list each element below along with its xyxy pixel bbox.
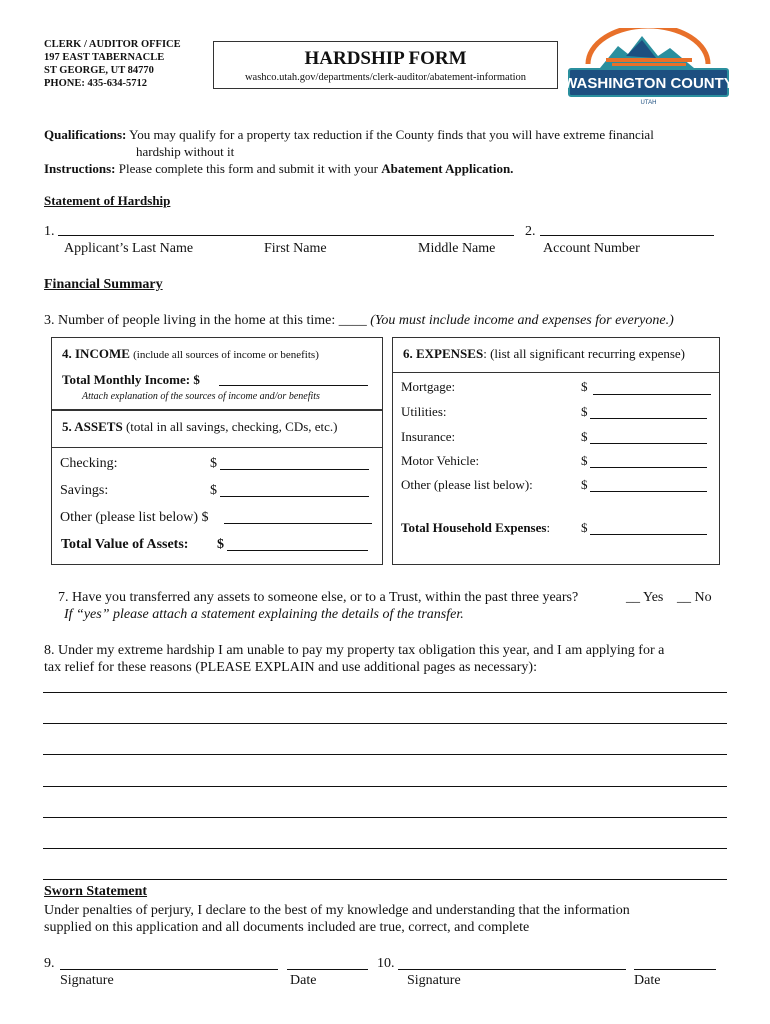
motor-vehicle-dollar: $ bbox=[581, 453, 588, 468]
total-assets-label: Total Value of Assets: bbox=[61, 537, 189, 552]
total-expenses-label bbox=[401, 520, 550, 536]
expenses-divider bbox=[393, 372, 719, 373]
qualifications-text-cont: hardship without it bbox=[136, 144, 235, 159]
question-7-yes[interactable]: __ Yes bbox=[626, 590, 664, 605]
total-expenses-text: Total Household Expenses bbox=[401, 520, 547, 535]
savings-field[interactable] bbox=[220, 496, 369, 497]
date-line-10[interactable] bbox=[634, 969, 716, 970]
account-number-label: Account Number bbox=[543, 241, 640, 256]
question-7-note: If “yes” please attach a statement explaining the details of the transfer. bbox=[64, 607, 464, 622]
motor-vehicle-label: Motor Vehicle: bbox=[401, 453, 480, 468]
qualifications bbox=[44, 127, 744, 143]
assets-note: (total in all savings, checking, CDs, etc.) bbox=[125, 419, 338, 434]
expenses-note: : (list all significant recurring expense) bbox=[483, 346, 685, 361]
mortgage-label: Mortgage: bbox=[401, 379, 456, 394]
income-heading bbox=[62, 346, 319, 362]
office-address bbox=[44, 38, 181, 90]
signature-line-10[interactable] bbox=[398, 969, 626, 970]
income-explain-note: Attach explanation of the sources of income and/or benefits bbox=[82, 391, 320, 402]
assets-heading bbox=[62, 419, 338, 435]
total-income-label: Total Monthly Income: $ bbox=[62, 372, 200, 387]
other-expenses-dollar: $ bbox=[581, 477, 588, 492]
mortgage-field[interactable] bbox=[593, 394, 711, 395]
income-label: 4. INCOME bbox=[62, 346, 130, 361]
total-expenses-colon: : bbox=[546, 520, 551, 535]
date-label-9: Date bbox=[290, 973, 317, 988]
utilities-field[interactable] bbox=[590, 418, 707, 419]
applicant-name-line[interactable] bbox=[58, 235, 514, 236]
logo-state: UTAH bbox=[640, 100, 657, 106]
question-8-line1: 8. Under my extreme hardship I am unable to pay my property tax obligation this year, and I am applying for a bbox=[44, 643, 665, 658]
question-3 bbox=[44, 312, 674, 329]
assets-divider bbox=[52, 447, 382, 448]
explanation-line[interactable] bbox=[43, 817, 727, 818]
total-assets-field[interactable] bbox=[227, 550, 368, 551]
explanation-line[interactable] bbox=[43, 754, 727, 755]
date-label-10: Date bbox=[634, 973, 661, 988]
sworn-heading: Sworn Statement bbox=[44, 884, 148, 899]
financial-heading: Financial Summary bbox=[44, 277, 163, 292]
item-2-number: 2. bbox=[525, 224, 536, 239]
title-box bbox=[213, 41, 558, 89]
question-8-line2: tax relief for these reasons (PLEASE EXPLAIN and use additional pages as necessary): bbox=[44, 660, 537, 675]
office-street: 197 EAST TABERNACLE bbox=[44, 52, 165, 63]
county-logo-icon bbox=[566, 28, 731, 108]
instructions bbox=[44, 161, 744, 177]
total-assets-dollar: $ bbox=[217, 537, 224, 552]
instructions-label: Instructions: bbox=[44, 161, 116, 176]
first-name-label: First Name bbox=[264, 241, 327, 256]
qualifications-label: Qualifications: bbox=[44, 127, 127, 142]
income-note: (include all sources of income or benefits) bbox=[133, 349, 319, 361]
form-url[interactable]: washco.utah.gov/departments/clerk-auditor/abatement-information bbox=[244, 72, 527, 83]
savings-label: Savings: bbox=[60, 483, 109, 498]
office-phone: PHONE: 435-634-5712 bbox=[44, 78, 147, 89]
instructions-bold: Abatement Application. bbox=[381, 161, 514, 176]
explanation-line[interactable] bbox=[43, 848, 727, 849]
checking-label: Checking: bbox=[60, 456, 118, 471]
sworn-line1: Under penalties of perjury, I declare to the best of my knowledge and understanding that the information bbox=[44, 903, 630, 918]
county-logo bbox=[566, 28, 731, 108]
instructions-text: Please complete this form and submit it with your bbox=[118, 161, 379, 176]
explanation-line[interactable] bbox=[43, 786, 727, 787]
expenses-box bbox=[392, 337, 720, 565]
last-name-label: Applicant’s Last Name bbox=[64, 241, 194, 256]
checking-field[interactable] bbox=[220, 469, 369, 470]
insurance-dollar: $ bbox=[581, 429, 588, 444]
statement-heading: Statement of Hardship bbox=[44, 193, 171, 208]
question-7-text: 7. Have you transferred any assets to someone else, or to a Trust, within the past three years? bbox=[58, 590, 579, 605]
insurance-field[interactable] bbox=[590, 443, 707, 444]
checking-dollar: $ bbox=[210, 456, 217, 471]
logo-wordmark: WASHINGTON COUNTY bbox=[566, 75, 731, 92]
qualifications-text: You may qualify for a property tax reduction if the County finds that you will have extreme financial bbox=[129, 127, 654, 142]
other-assets-label: Other (please list below) $ bbox=[60, 510, 209, 525]
explanation-line[interactable] bbox=[43, 879, 727, 880]
mortgage-dollar: $ bbox=[581, 379, 588, 394]
form-title: HARDSHIP FORM bbox=[304, 48, 467, 69]
signature-line-9[interactable] bbox=[60, 969, 278, 970]
item-1-number: 1. bbox=[44, 224, 55, 239]
office-name: CLERK / AUDITOR OFFICE bbox=[44, 39, 181, 50]
expenses-label: 6. EXPENSES bbox=[403, 346, 484, 361]
question-3-text: 3. Number of people living in the home at this time: ____ bbox=[44, 313, 367, 328]
total-expenses-field[interactable] bbox=[590, 534, 707, 535]
question-3-note: (You must include income and expenses for everyone.) bbox=[370, 313, 674, 328]
middle-name-label: Middle Name bbox=[418, 241, 496, 256]
total-income-field[interactable] bbox=[219, 385, 368, 386]
expenses-heading bbox=[403, 346, 685, 362]
signature-label-10: Signature bbox=[407, 973, 461, 988]
utilities-dollar: $ bbox=[581, 404, 588, 419]
date-line-9[interactable] bbox=[287, 969, 368, 970]
other-expenses-label: Other (please list below): bbox=[401, 477, 533, 492]
office-city: ST GEORGE, UT 84770 bbox=[44, 65, 154, 76]
other-assets-field[interactable] bbox=[224, 523, 372, 524]
explanation-line[interactable] bbox=[43, 692, 727, 693]
account-number-line[interactable] bbox=[540, 235, 714, 236]
income-box bbox=[51, 337, 383, 410]
other-expenses-field[interactable] bbox=[590, 491, 707, 492]
assets-box bbox=[51, 410, 383, 565]
total-expenses-dollar: $ bbox=[581, 520, 588, 535]
explanation-line[interactable] bbox=[43, 723, 727, 724]
savings-dollar: $ bbox=[210, 483, 217, 498]
insurance-label: Insurance: bbox=[401, 429, 456, 444]
item-9-number: 9. bbox=[44, 956, 55, 971]
item-10-number: 10. bbox=[377, 956, 395, 971]
sworn-line2: supplied on this application and all documents included are true, correct, and complete bbox=[44, 920, 530, 935]
assets-label: 5. ASSETS bbox=[62, 419, 123, 434]
utilities-label: Utilities: bbox=[401, 404, 447, 419]
question-7-no[interactable]: __ No bbox=[677, 590, 712, 605]
signature-label-9: Signature bbox=[60, 973, 114, 988]
motor-vehicle-field[interactable] bbox=[590, 467, 707, 468]
